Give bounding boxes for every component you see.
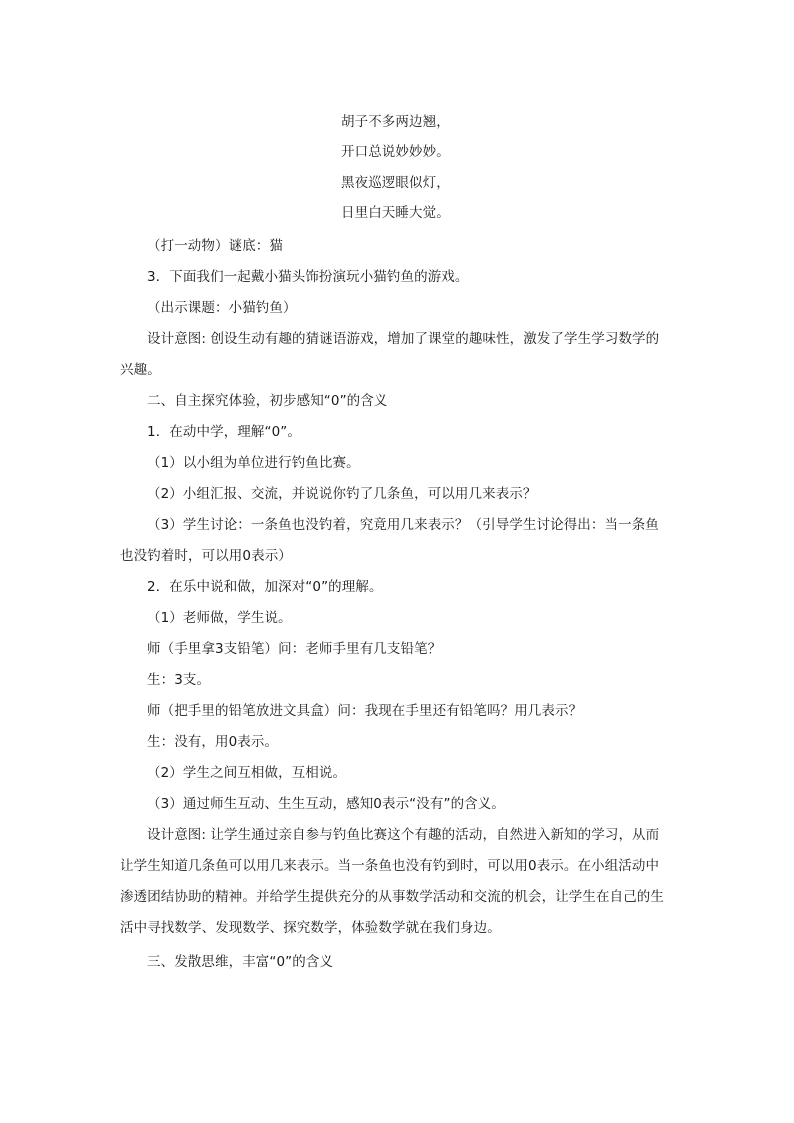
item-1-2: （2）小组汇报、交流，并说说你钓了几条鱼，可以用几来表示？ [147, 486, 537, 502]
section-3-heading: 三、发散思维，丰富“0”的含义 [147, 954, 334, 970]
item-1-1: （1）以小组为单位进行钓鱼比赛。 [147, 455, 360, 471]
riddle-answer: （打一动物）谜底：猫 [147, 238, 283, 254]
subsection-2: 2．在乐中说和做，加深对“0”的理解。 [147, 579, 383, 595]
item-2-1: （1）老师做，学生说。 [147, 610, 292, 626]
subsection-1: 1．在动中学，理解“0”。 [147, 424, 301, 440]
item-1-3-line-1: （3）学生讨论：一条鱼也没钓着，究竟用几来表示？（引导学生讨论得出：当一条鱼 [147, 517, 659, 533]
item-2-3: （3）通过师生互动、生生互动，感知0表示“没有”的含义。 [147, 796, 505, 812]
item-1-3-line-2: 也没钓着时，可以用0表示） [120, 548, 292, 564]
section-2-heading: 二、自主探究体验，初步感知“0”的含义 [147, 393, 388, 409]
design-intent-2-line-3: 渗透团结协助的精神。并给学生提供充分的从事数学活动和交流的机会，让学生在自己的生 [120, 889, 664, 905]
design-intent-2-line-4: 活中寻找数学、发现数学、探究数学，体验数学就在我们身边。 [120, 920, 501, 936]
teacher-question-1: 师（手里拿3支铅笔）问：老师手里有几支铅笔？ [147, 641, 442, 657]
poem-line-2: 开口总说妙妙妙。 [341, 144, 450, 160]
design-intent-1-line-1: 设计意图: 创设生动有趣的猜谜语游戏，增加了课堂的趣味性，激发了学生学习数学的 [147, 331, 660, 347]
student-answer-1: 生：3支。 [147, 672, 211, 688]
design-intent-1-line-2: 兴趣。 [120, 362, 161, 378]
lesson-title: （出示课题：小猫钓鱼） [147, 300, 297, 316]
design-intent-2-line-1: 设计意图: 让学生通过亲自参与钓鱼比赛这个有趣的活动，自然进入新知的学习，从而 [147, 827, 660, 843]
student-answer-2: 生：没有，用0表示。 [147, 734, 279, 750]
poem-line-3: 黑夜巡逻眼似灯， [341, 175, 450, 191]
poem-line-1: 胡子不多两边翘， [341, 114, 450, 130]
teacher-question-2: 师（把手里的铅笔放进文具盒）问：我现在手里还有铅笔吗？用几表示？ [147, 703, 583, 719]
poem-line-4: 日里白天睡大觉。 [341, 205, 450, 221]
item-2-2: （2）学生之间互相做，互相说。 [147, 765, 347, 781]
step-3: 3．下面我们一起戴小猫头饰扮演玩小猫钓鱼的游戏。 [147, 269, 469, 285]
design-intent-2-line-2: 让学生知道几条鱼可以用几来表示。当一条鱼也没有钓到时，可以用0表示。在小组活动中 [120, 858, 660, 874]
